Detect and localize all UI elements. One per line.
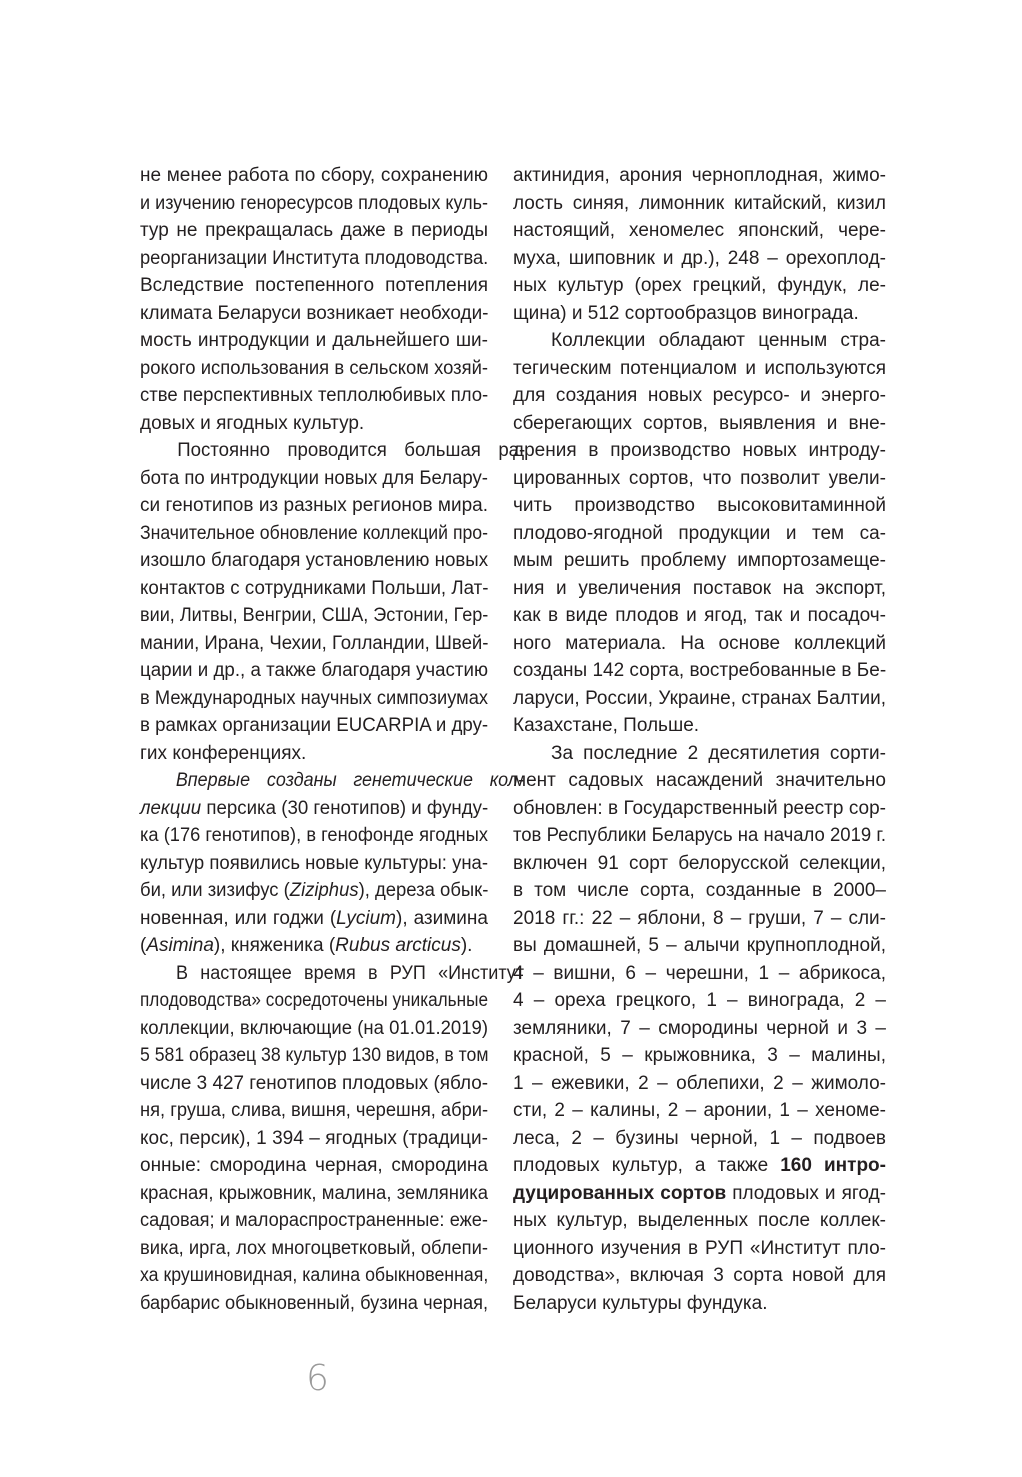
text-line: рокого использования в сельском хозяй- bbox=[140, 357, 488, 379]
text-segment: плодовых и ягод- bbox=[726, 1182, 886, 1204]
text-line bbox=[140, 877, 488, 905]
text-line: и изучению геноресурсов плодовых куль- bbox=[140, 192, 488, 214]
text-line: ха крушиновидная, калина обыкновенная, bbox=[140, 1265, 489, 1286]
text-line: 4 – ореха грецкого, 1 – винограда, 2 – bbox=[513, 990, 886, 1011]
text-line: гих конференциях. bbox=[140, 742, 307, 764]
text-line: стве перспективных теплолюбивых пло- bbox=[140, 385, 489, 406]
text-column-left bbox=[140, 162, 526, 1317]
text-line: мым решить проблему импортозамеще- bbox=[513, 550, 886, 571]
text-line bbox=[140, 795, 488, 823]
text-line: ларуси, России, Украине, странах Балтии, bbox=[513, 687, 886, 709]
italic-text: лекции bbox=[140, 797, 202, 819]
text-line: доводства», включая 3 сорта новой для bbox=[513, 1265, 886, 1286]
italic-text: Lycium bbox=[336, 907, 397, 929]
text-line: ного материала. На основе коллекций bbox=[513, 632, 886, 654]
text-line: мании, Ирана, Чехии, Голландии, Швей- bbox=[140, 632, 489, 654]
italic-text: Rubus arcticus bbox=[335, 935, 461, 956]
text-segment: ). bbox=[460, 935, 473, 956]
text-line: коллекции, включающие (на 01.01.2019) bbox=[140, 1017, 488, 1039]
text-line: красной, 5 – крыжовника, 3 – малины, bbox=[513, 1045, 886, 1066]
text-line: в Международных научных симпозиумах bbox=[140, 687, 488, 709]
text-segment: новенная, или годжи ( bbox=[140, 907, 337, 929]
text-line: Казахстане, Польше. bbox=[513, 715, 700, 736]
text-line: 2018 гг.: 22 – яблони, 8 – груши, 7 – сли- bbox=[513, 907, 886, 929]
text-line: мость интродукции и дальнейшего ши- bbox=[140, 330, 488, 351]
text-line: онные: смородина черная, смородина bbox=[140, 1155, 488, 1176]
text-line: созданы 142 сорта, востребованные в Бе- bbox=[513, 660, 887, 681]
text-line: тегическим потенциалом и используются bbox=[513, 357, 886, 379]
page-number: 6 bbox=[306, 1358, 329, 1399]
text-line: В настоящее время в РУП «Институт bbox=[176, 962, 525, 984]
text-line: климата Беларуси возникает необходи- bbox=[140, 302, 489, 324]
text-segment: персика (30 генотипов) и фунду- bbox=[201, 797, 489, 819]
bold-text: 160 интро- bbox=[780, 1155, 886, 1176]
text-line: плодово-ягодной продукции и тем са- bbox=[513, 522, 886, 544]
paragraph bbox=[140, 162, 488, 437]
text-segment: ), дереза обык- bbox=[358, 880, 489, 901]
text-line: бота по интродукции новых для Белару- bbox=[140, 467, 488, 489]
text-line: Значительное обновление коллекций про- bbox=[140, 522, 488, 544]
text-line: изошло благодаря установлению новых bbox=[140, 550, 489, 571]
text-line bbox=[140, 767, 524, 795]
paragraph bbox=[513, 162, 886, 327]
text-line: За последние 2 десятилетия сорти- bbox=[551, 742, 886, 764]
text-line: тур не прекращалась даже в периоды bbox=[140, 220, 488, 241]
text-line: кос, персик), 1 394 – ягодных (традици- bbox=[140, 1127, 488, 1149]
text-line: обновлен: в Государственный реестр сор- bbox=[513, 797, 886, 819]
text-line: сти, 2 – калины, 2 – аронии, 1 – хеноме- bbox=[513, 1100, 886, 1121]
paragraph bbox=[140, 437, 526, 767]
text-column-right bbox=[513, 162, 886, 1317]
text-line: цированных сортов, что позволит увели- bbox=[513, 467, 886, 489]
text-line: лость синяя, лимонник китайский, кизил bbox=[513, 192, 886, 214]
paragraph bbox=[140, 960, 525, 1318]
text-line: как в виде плодов и ягод, так и посадоч- bbox=[513, 605, 886, 626]
paragraph bbox=[140, 767, 524, 960]
text-segment: ( bbox=[140, 935, 147, 956]
text-line: муха, шиповник и др.), 248 – орехоплод- bbox=[513, 247, 886, 269]
text-line: настоящий, хеномелес японский, чере- bbox=[513, 220, 886, 241]
text-line: ка (176 генотипов), в генофонде ягодных bbox=[140, 825, 488, 846]
text-line: контактов с сотрудниками Польши, Лат- bbox=[140, 577, 489, 599]
paragraph bbox=[513, 327, 886, 740]
text-line: включен 91 сорт белорусской селекции, bbox=[513, 852, 886, 874]
italic-text: Ziziphus bbox=[289, 880, 359, 901]
text-line: культур появились новые культуры: уна- bbox=[140, 852, 489, 874]
text-line: красная, крыжовник, малина, земляника bbox=[140, 1182, 488, 1204]
text-line: леса, 2 – бузины черной, 1 – подвоев bbox=[513, 1127, 886, 1149]
text-line: актинидия, арония черноплодная, жимо- bbox=[513, 165, 886, 186]
text-line bbox=[513, 1180, 886, 1208]
paragraph bbox=[513, 740, 886, 1318]
italic-text: Asimina bbox=[146, 935, 214, 956]
text-line: Вследствие постепенного потепления bbox=[140, 275, 488, 296]
text-line: в рамках организации EUCARPIA и дру- bbox=[140, 715, 489, 736]
text-line: садовая; и малораспространенные: еже- bbox=[140, 1210, 488, 1231]
text-line: си генотипов из разных регионов мира. bbox=[140, 495, 488, 516]
text-line: Постоянно проводится большая ра- bbox=[177, 440, 526, 461]
text-line: вии, Литвы, Венгрии, США, Эстонии, Гер- bbox=[140, 605, 489, 626]
text-line: не менее работа по сбору, сохранению bbox=[140, 165, 488, 186]
text-line: дрения в производство новых интроду- bbox=[513, 440, 886, 461]
text-line: довых и ягодных культур. bbox=[140, 412, 365, 434]
text-line: мент садовых насаждений значительно bbox=[513, 770, 886, 791]
text-line bbox=[513, 1152, 886, 1180]
text-line: сберегающих сортов, выявления и вне- bbox=[513, 412, 886, 434]
text-line: земляники, 7 – смородины черной и 3 – bbox=[513, 1017, 886, 1039]
text-line: ных культур, выделенных после коллек- bbox=[513, 1210, 886, 1231]
text-line: барбарис обыкновенный, бузина черная, bbox=[140, 1292, 488, 1314]
text-line: ных культур (орех грецкий, фундук, ле- bbox=[513, 275, 886, 296]
text-line: реорганизации Института плодоводства. bbox=[140, 247, 489, 269]
text-line: 5 581 образец 38 культур 130 видов, в том bbox=[140, 1045, 489, 1066]
text-segment: плодовых культур, а также bbox=[513, 1155, 781, 1176]
text-line bbox=[140, 932, 488, 960]
text-line: 1 – ежевики, 2 – облепихи, 2 – жимоло- bbox=[513, 1072, 886, 1094]
text-line: ния и увеличения поставок на экспорт, bbox=[513, 577, 886, 599]
text-line: царии и др., а также благодаря участию bbox=[140, 660, 488, 681]
text-line: плодоводства» сосредоточены уникальные bbox=[140, 990, 488, 1011]
text-segment: би, или зизифус ( bbox=[140, 880, 290, 901]
text-line: Коллекции обладают ценным стра- bbox=[551, 330, 886, 351]
text-line: для создания новых ресурсо- и энерго- bbox=[513, 385, 886, 406]
text-line: тов Республики Беларусь на начало 2019 г. bbox=[513, 825, 886, 846]
text-segment: ), азимина bbox=[396, 907, 488, 929]
bold-text: дуцированных сортов bbox=[513, 1182, 727, 1204]
italic-text: Впервые созданы генетические кол- bbox=[175, 770, 524, 791]
text-line: чить производство высоковитаминной bbox=[513, 495, 886, 516]
text-line: ционного изучения в РУП «Институт пло- bbox=[513, 1237, 886, 1259]
text-line: ня, груша, слива, вишня, черешня, абри- bbox=[140, 1100, 489, 1121]
text-line bbox=[140, 905, 488, 933]
text-line: числе 3 427 генотипов плодовых (ябло- bbox=[140, 1072, 488, 1094]
text-line: вика, ирга, лох многоцветковый, облепи- bbox=[140, 1237, 488, 1259]
text-segment: ), княженика ( bbox=[213, 935, 336, 956]
text-line: Беларуси культуры фундука. bbox=[513, 1292, 768, 1314]
text-line: 4 – вишни, 6 – черешни, 1 – абрикоса, bbox=[513, 962, 886, 984]
text-line: вы домашней, 5 – алычи крупноплодной, bbox=[513, 935, 886, 956]
text-line: в том числе сорта, созданные в 2000– bbox=[513, 880, 886, 901]
text-line: щина) и 512 сортообразцов винограда. bbox=[513, 302, 859, 324]
